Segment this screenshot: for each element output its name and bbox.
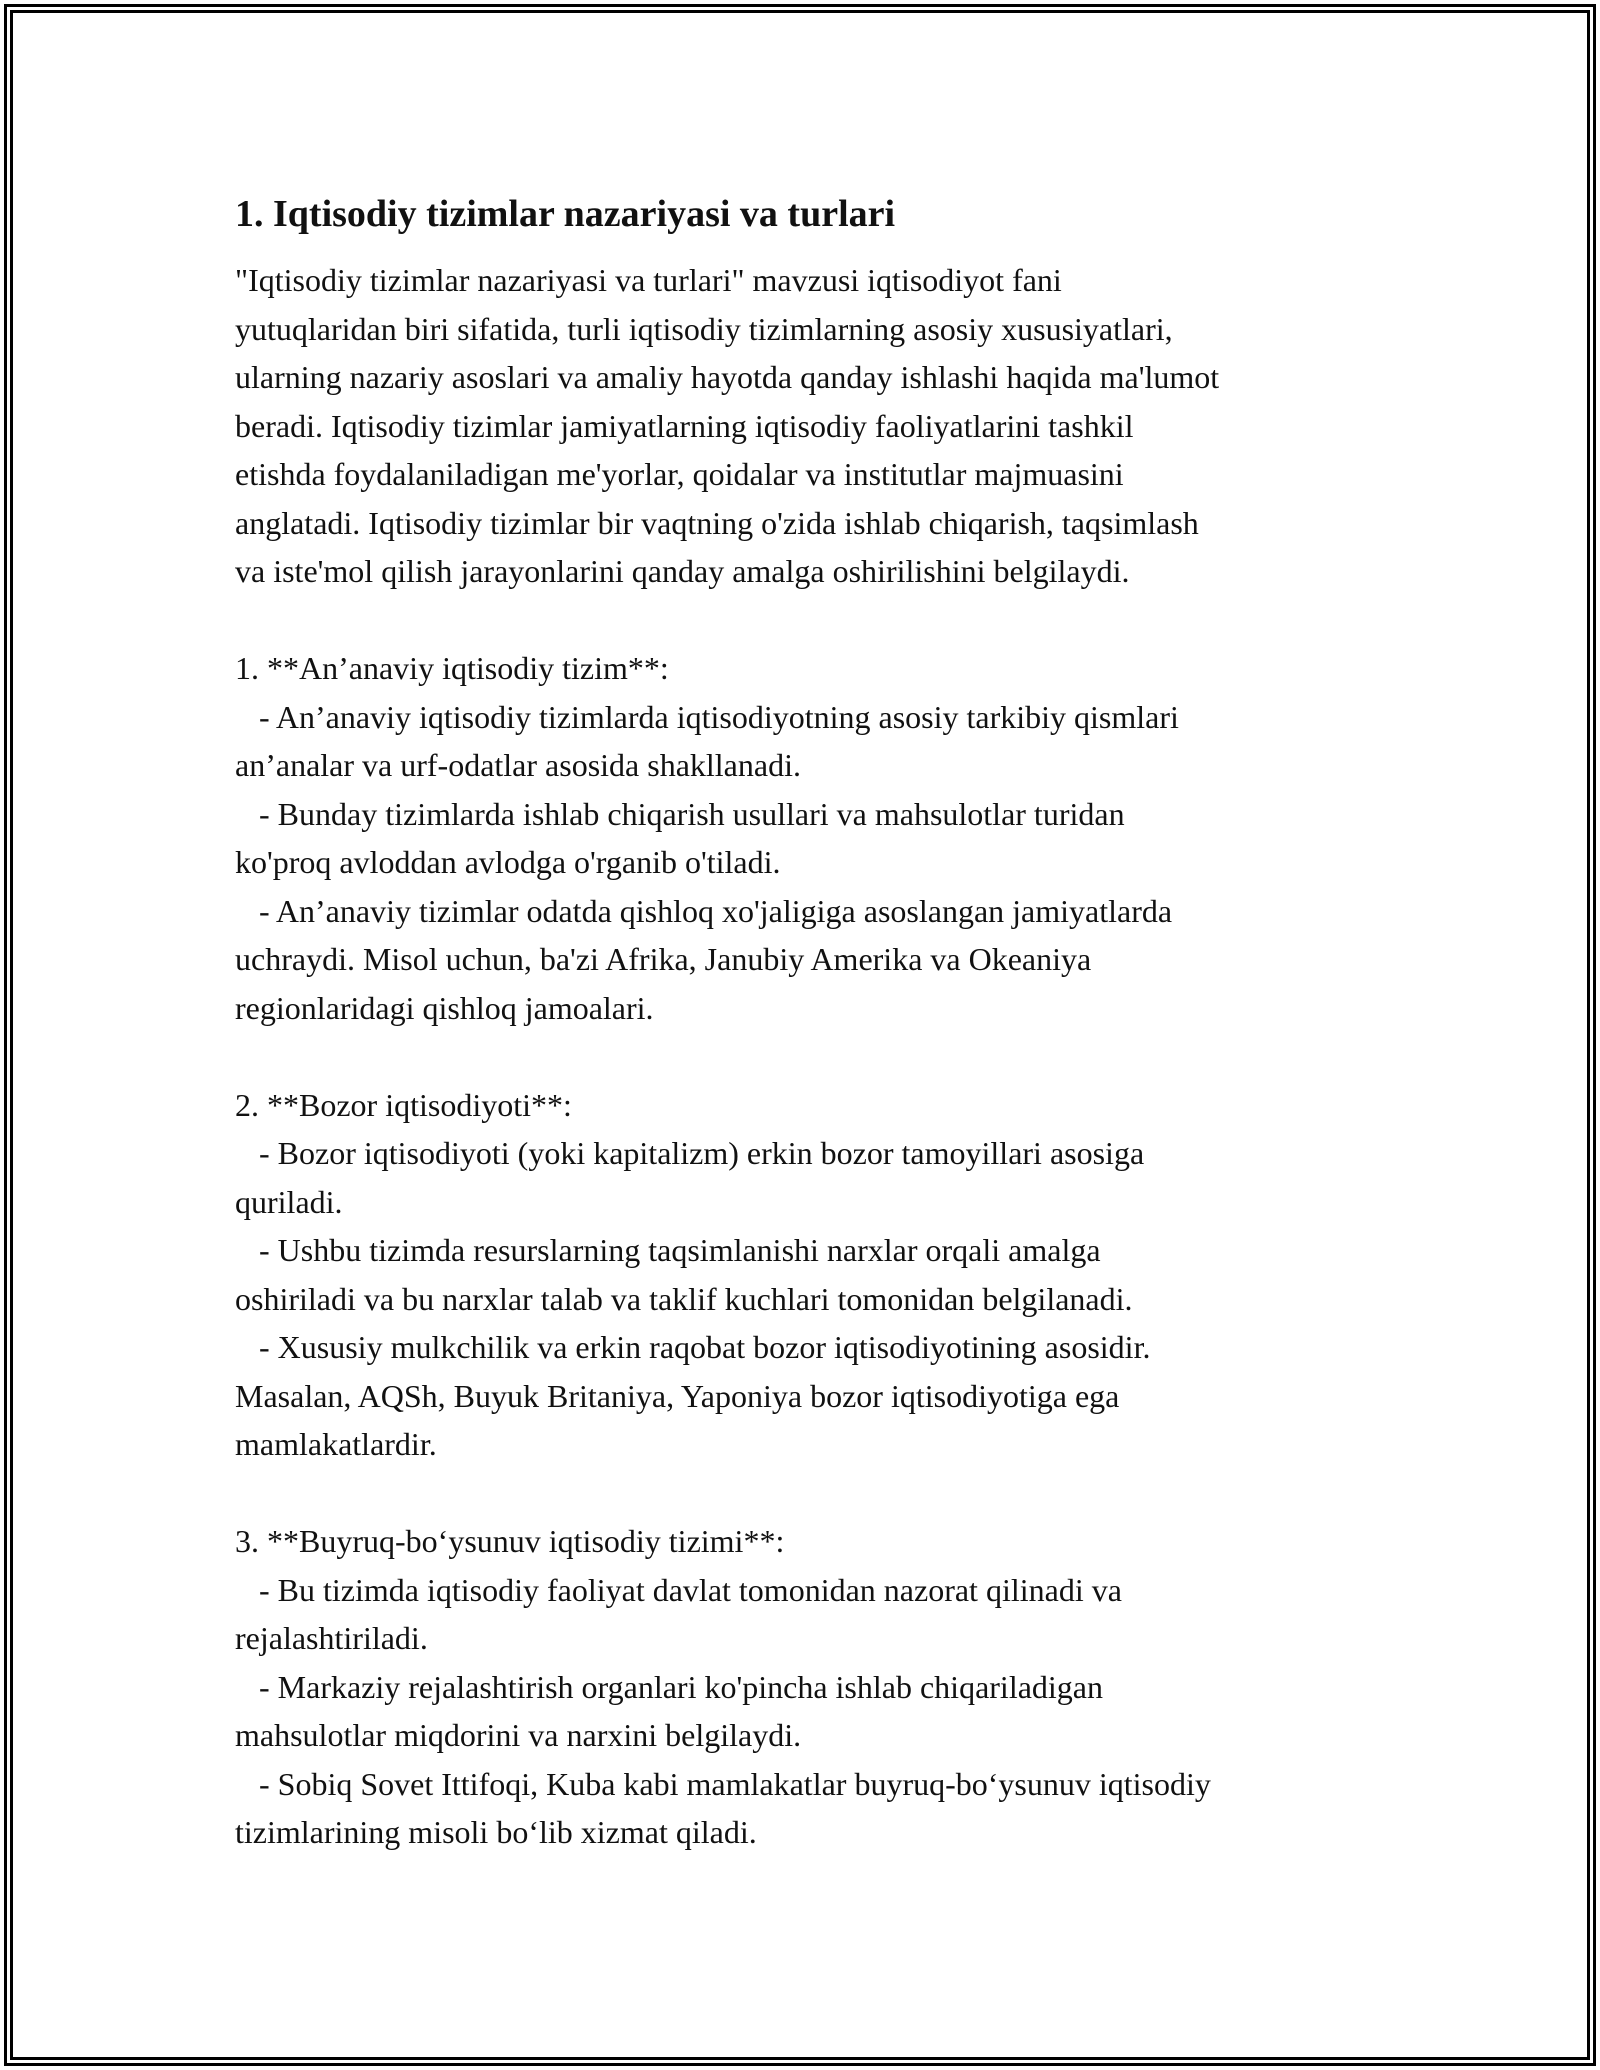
section-line: tizimlarining misoli bo‘lib xizmat qiladi. (235, 1814, 757, 1850)
section-line: - Bunday tizimlarda ishlab chiqarish usullari va mahsulotlar turidan (235, 795, 1125, 832)
section-line: regionlaridagi qishloq jamoalari. (235, 989, 654, 1026)
section-line: mamlakatlardir. (235, 1426, 437, 1462)
section-line: - Sobiq Sovet Ittifoqi, Kuba kabi mamlakatlar buyruq-bo‘ysunuv iqtisodiy (235, 1765, 1211, 1802)
section-command (235, 1517, 1385, 1857)
blank-line (235, 596, 1385, 645)
blank-line (235, 1469, 1385, 1518)
intro-line: etishda foydalaniladigan me'yorlar, qoidalar va institutlar majmuasini (235, 456, 1124, 492)
section-line: Masalan, AQSh, Buyuk Britaniya, Yaponiya bozor iqtisodiyotiga ega (235, 1377, 1120, 1414)
section-line: - Bu tizimda iqtisodiy faoliyat davlat tomonidan nazorat qilinadi va (235, 1571, 1122, 1608)
intro-line: ularning nazariy asoslari va amaliy hayotda qanday ishlashi haqida ma'lumot (235, 359, 1220, 395)
document-body (235, 182, 1385, 1857)
section-line: mahsulotlar miqdorini va narxini belgilaydi. (235, 1717, 802, 1753)
section-traditional (235, 644, 1385, 1032)
section-heading: 1. **An’anaviy iqtisodiy tizim**: (235, 650, 669, 686)
section-market (235, 1081, 1385, 1469)
intro-line: "Iqtisodiy tizimlar nazariyasi va turlari" mavzusi iqtisodiyot fani (235, 262, 1062, 298)
section-line: - Xususiy mulkchilik va erkin raqobat bozor iqtisodiyotining asosidir. (235, 1329, 1151, 1365)
section-line: oshiriladi va bu narxlar talab va taklif kuchlari tomonidan belgilanadi. (235, 1280, 1133, 1317)
document-title: 1. Iqtisodiy tizimlar nazariyasi va turlari (235, 193, 896, 235)
intro-line: va iste'mol qilish jarayonlarini qanday amalga oshirilishini belgilaydi. (235, 553, 1130, 589)
section-line: - An’anaviy iqtisodiy tizimlarda iqtisodiyotning asosiy tarkibiy qismlari (235, 698, 1179, 735)
section-heading: 2. **Bozor iqtisodiyoti**: (235, 1086, 572, 1123)
section-line: - An’anaviy tizimlar odatda qishloq xo'jaligiga asoslangan jamiyatlarda (235, 892, 1173, 929)
section-line: uchraydi. Misol uchun, ba'zi Afrika, Janubiy Amerika va Okeaniya (235, 941, 1092, 977)
section-line: rejalashtiriladi. (235, 1620, 428, 1656)
section-heading: 3. **Buyruq-bo‘ysunuv iqtisodiy tizimi**: (235, 1523, 785, 1559)
intro-line: anglatadi. Iqtisodiy tizimlar bir vaqtning o'zida ishlab chiqarish, taqsimlash (235, 504, 1199, 541)
intro-line: beradi. Iqtisodiy tizimlar jamiyatlarning iqtisodiy faoliyatlarini tashkil (235, 407, 1134, 444)
section-line: - Ushbu tizimda resurslarning taqsimlanishi narxlar orqali amalga (235, 1232, 1101, 1268)
intro-paragraph (235, 256, 1385, 596)
section-line: quriladi. (235, 1183, 343, 1220)
intro-line: yutuqlaridan biri sifatida, turli iqtisodiy tizimlarning asosiy xususiyatlari, (235, 310, 1173, 347)
blank-line (235, 1032, 1385, 1081)
section-line: - Markaziy rejalashtirish organlari ko'pincha ishlab chiqariladigan (235, 1668, 1103, 1705)
section-line: ko'proq avloddan avlodga o'rganib o'tiladi. (235, 844, 781, 880)
section-line: - Bozor iqtisodiyoti (yoki kapitalizm) erkin bozor tamoyillari asosiga (235, 1135, 1145, 1171)
section-line: an’analar va urf-odatlar asosida shakllanadi. (235, 747, 801, 783)
